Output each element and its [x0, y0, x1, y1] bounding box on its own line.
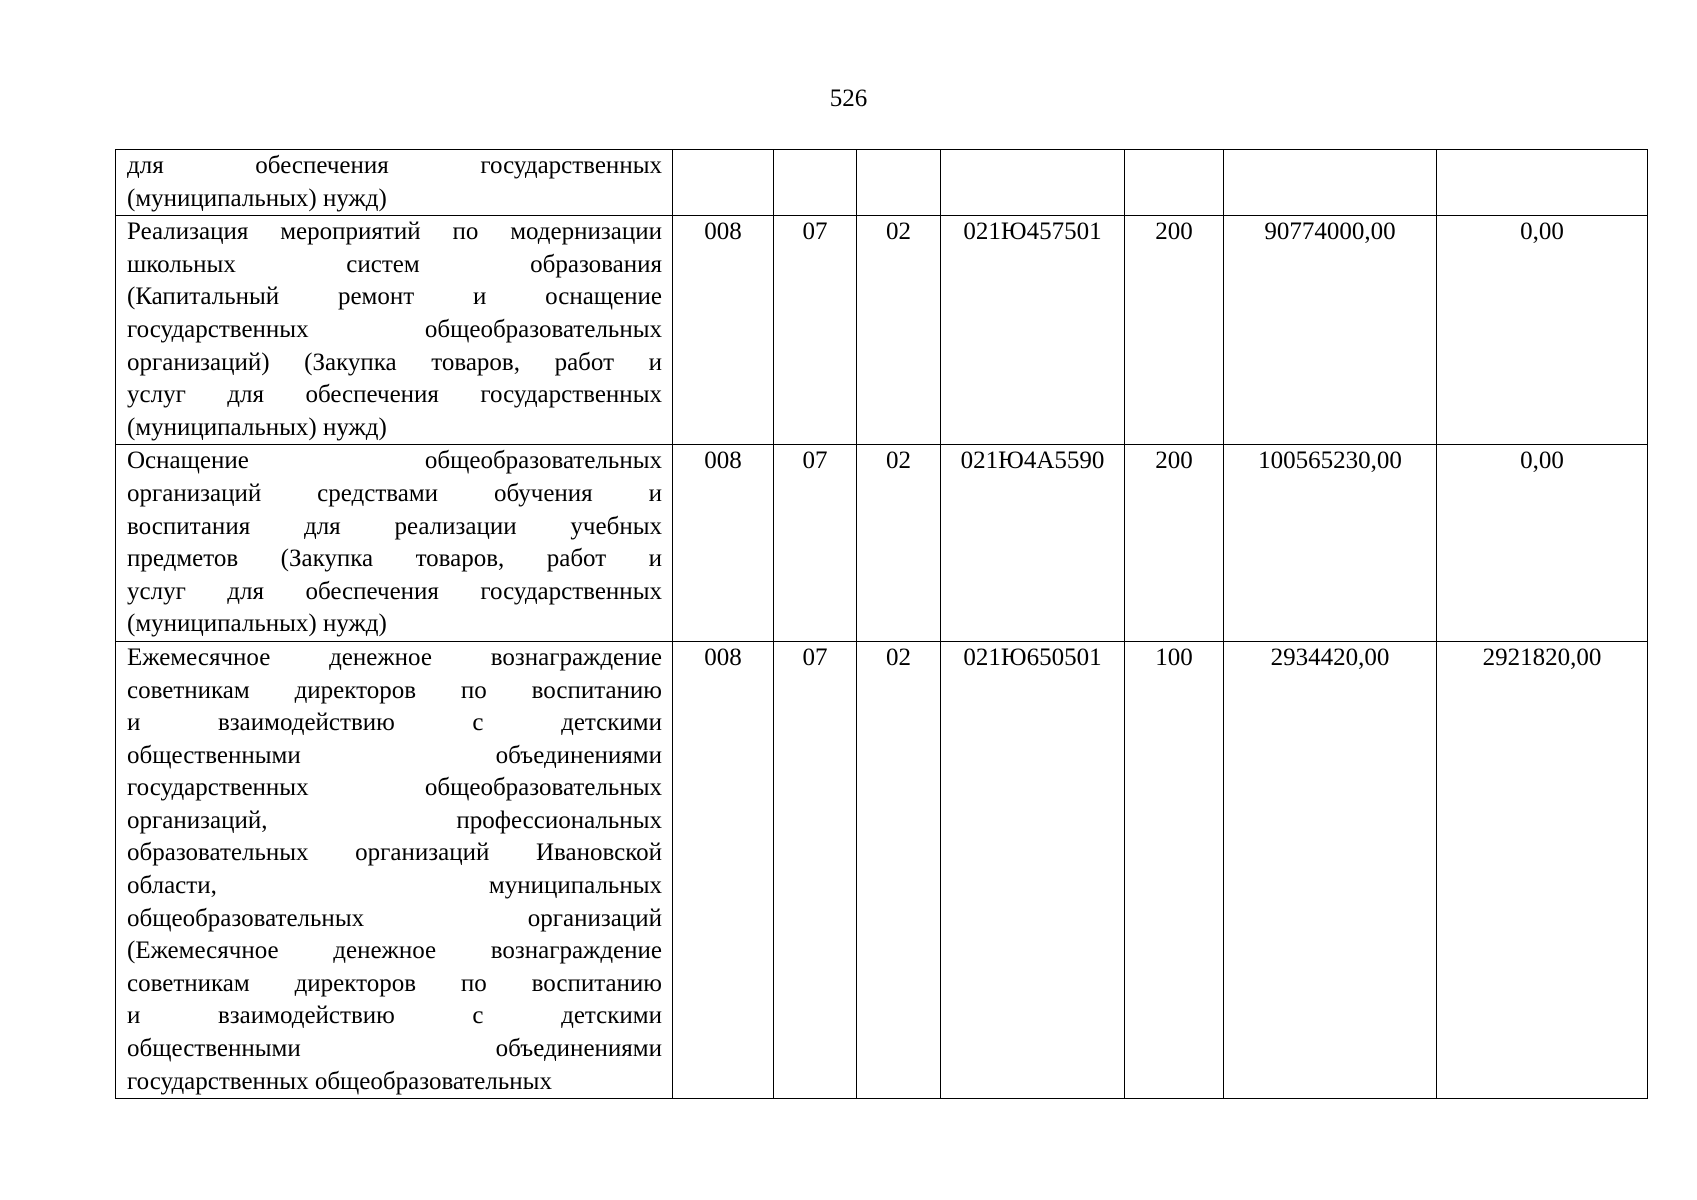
target-article-cell [941, 150, 1125, 216]
description-line: услуг для обеспечения государственных [127, 577, 662, 605]
description-line: (муниципальных) нужд) [127, 610, 387, 638]
table-row [116, 216, 1648, 445]
description-line: советникам директоров по воспитанию [127, 676, 662, 704]
description-line: (Ежемесячное денежное вознаграждение [127, 937, 662, 965]
target-article-cell: 021Ю650501 [941, 641, 1125, 1098]
description-line: услуг для обеспечения государственных [127, 381, 662, 409]
expense-description-cell [116, 216, 673, 445]
table-row [116, 150, 1648, 216]
description-line: (муниципальных) нужд) [127, 184, 387, 212]
section-code-cell: 07 [774, 641, 857, 1098]
description-line: советникам директоров по воспитанию [127, 969, 662, 997]
description-line: (Капитальный ремонт и оснащение [127, 283, 662, 311]
description-line: для обеспечения государственных [127, 152, 662, 179]
amount-year-1-cell: 100565230,00 [1224, 445, 1437, 642]
target-article-cell: 021Ю4А5590 [941, 445, 1125, 642]
expense-description-cell [116, 150, 673, 216]
description-line: и взаимодействию с детскими [127, 1002, 662, 1030]
description-line: (муниципальных) нужд) [127, 413, 387, 441]
description-line: области, муниципальных [127, 872, 662, 900]
amount-year-1-cell [1224, 150, 1437, 216]
description-line: Реализация мероприятий по модернизации [127, 218, 662, 246]
description-line: организаций) (Закупка товаров, работ и [127, 348, 662, 376]
subsection-code-cell: 02 [857, 216, 941, 445]
expense-type-cell: 200 [1125, 445, 1224, 642]
amount-year-1-cell: 2934420,00 [1224, 641, 1437, 1098]
description-line: государственных общеобразовательных [127, 1067, 552, 1095]
description-line: воспитания для реализации учебных [127, 512, 662, 540]
budget-table [115, 149, 1648, 1099]
expense-type-cell: 100 [1125, 641, 1224, 1098]
description-line: Оснащение общеобразовательных [127, 447, 662, 475]
table-row [116, 445, 1648, 642]
ministry-code-cell: 008 [673, 641, 774, 1098]
description-line: общественными объединениями [127, 741, 662, 769]
section-code-cell: 07 [774, 216, 857, 445]
description-line: образовательных организаций Ивановской [127, 839, 662, 867]
table-row [116, 641, 1648, 1098]
description-line: организаций, профессиональных [127, 806, 662, 834]
description-line: государственных общеобразовательных [127, 774, 662, 802]
amount-year-2-cell: 2921820,00 [1437, 641, 1648, 1098]
ministry-code-cell [673, 150, 774, 216]
description-line: общественными объединениями [127, 1035, 662, 1063]
section-code-cell: 07 [774, 445, 857, 642]
description-line: организаций средствами обучения и [127, 479, 662, 507]
expense-type-cell: 200 [1125, 216, 1224, 445]
description-line: общеобразовательных организаций [127, 904, 662, 932]
subsection-code-cell: 02 [857, 445, 941, 642]
amount-year-2-cell: 0,00 [1437, 445, 1648, 642]
amount-year-2-cell [1437, 150, 1648, 216]
section-code-cell [774, 150, 857, 216]
subsection-code-cell [857, 150, 941, 216]
description-line: Ежемесячное денежное вознаграждение [127, 643, 662, 671]
subsection-code-cell: 02 [857, 641, 941, 1098]
page-number: 526 [829, 85, 868, 112]
expense-description-cell [116, 641, 673, 1098]
description-line: школьных систем образования [127, 250, 662, 278]
description-line: предметов (Закупка товаров, работ и [127, 545, 662, 573]
expense-description-cell [116, 445, 673, 642]
target-article-cell: 021Ю457501 [941, 216, 1125, 445]
expense-type-cell [1125, 150, 1224, 216]
amount-year-1-cell: 90774000,00 [1224, 216, 1437, 445]
table-body [116, 150, 1648, 1099]
description-line: государственных общеобразовательных [127, 315, 662, 343]
amount-year-2-cell: 0,00 [1437, 216, 1648, 445]
ministry-code-cell: 008 [673, 445, 774, 642]
ministry-code-cell: 008 [673, 216, 774, 445]
description-line: и взаимодействию с детскими [127, 709, 662, 737]
